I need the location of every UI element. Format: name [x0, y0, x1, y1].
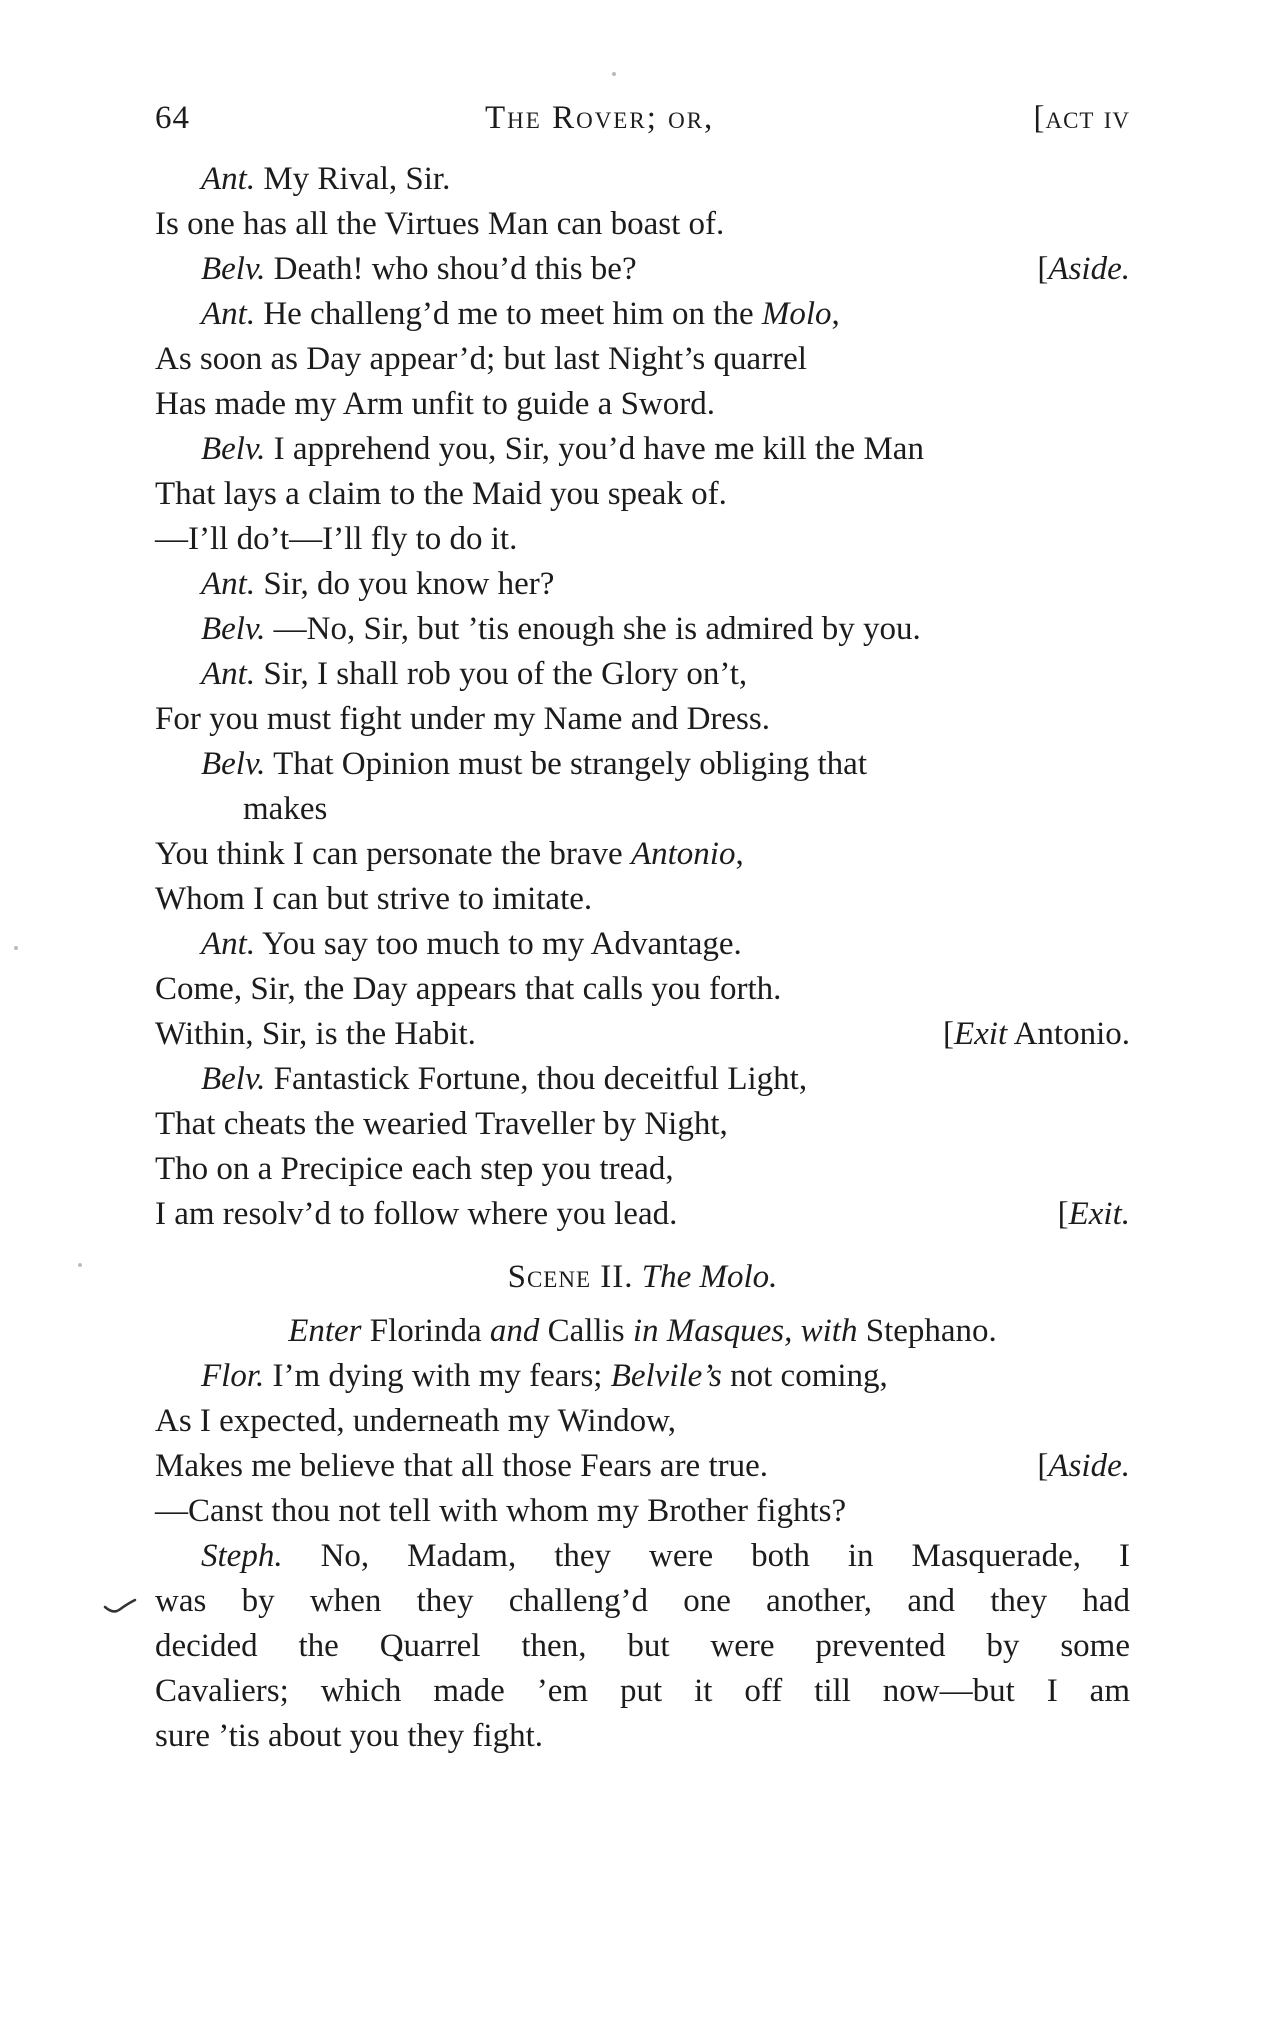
stage-direction-aside-2: [Aside. [1037, 1448, 1130, 1484]
page-number: 64 [155, 100, 190, 136]
scene-heading: Scene II. The Molo. [507, 1259, 778, 1295]
line-21: Belv. Fantastick Fortune, thou deceitful Light, [201, 1061, 808, 1097]
line-10: Ant. Sir, do you know her? [201, 566, 555, 602]
line-20: Within, Sir, is the Habit. [Exit Antonio. [155, 1012, 1130, 1057]
line-19: Come, Sir, the Day appears that calls you forth. [155, 971, 782, 1007]
line-m9: sure ’tis about you they fight. [155, 1718, 544, 1754]
line-4: Ant. He challeng’d me to meet him on the Molo, [201, 296, 840, 332]
line-m1: Flor. I’m dying with my fears; Belvile’s not coming, [201, 1358, 888, 1394]
line-m5: Steph. No, Madam, they were both in Masquerade, I [201, 1538, 1130, 1574]
margin-speck [14, 946, 18, 950]
stage-direction-exit-antonio: [Exit Antonio. [942, 1016, 1130, 1052]
line-6: Has made my Arm unfit to guide a Sword. [155, 386, 716, 422]
pencil-check-mark [103, 1598, 137, 1616]
stage-direction-exit: [Exit. [1057, 1196, 1130, 1232]
margin-speck [78, 1263, 82, 1267]
line-1: Ant. My Rival, Sir. [201, 161, 451, 197]
line-15: makes [243, 791, 328, 827]
line-m4: —Canst thou not tell with whom my Brother fights? [155, 1493, 847, 1529]
line-17: Whom I can but strive to imitate. [155, 881, 593, 917]
line-12: Ant. Sir, I shall rob you of the Glory on’t, [201, 656, 748, 692]
line-m6: was by when they challeng’d one another, and they had [155, 1583, 1130, 1619]
line-3: Belv. Death! who shou’d this be? [Aside. [155, 247, 1130, 292]
line-m8: Cavaliers; which made ’em put it off till now—but I am [155, 1673, 1130, 1709]
line-7: Belv. I apprehend you, Sir, you’d have me kill the Man [201, 431, 924, 467]
running-title: The Rover; or, [485, 100, 715, 136]
line-m3: Makes me believe that all those Fears are true. [Aside. [155, 1444, 1130, 1489]
line-24: I am resolv’d to follow where you lead. [Exit. [155, 1192, 1130, 1237]
stage-direction-aside: [Aside. [1037, 251, 1130, 287]
line-2: Is one has all the Virtues Man can boast of. [155, 206, 725, 242]
line-22: That cheats the wearied Traveller by Night, [155, 1106, 728, 1142]
entrance-direction: Enter Florinda and Callis in Masques, with Stephano. [288, 1313, 997, 1349]
line-m7: decided the Quarrel then, but were prevented by some [155, 1628, 1130, 1664]
line-16: You think I can personate the brave Antonio, [155, 836, 744, 872]
play-text [155, 157, 1130, 1759]
line-14: Belv. That Opinion must be strangely obliging that [201, 746, 867, 782]
line-m2: As I expected, underneath my Window, [155, 1403, 677, 1439]
line-23: Tho on a Precipice each step you tread, [155, 1151, 674, 1187]
line-18: Ant. You say too much to my Advantage. [201, 926, 742, 962]
running-header [155, 100, 1130, 150]
line-11: Belv. —No, Sir, but ’tis enough she is admired by you. [201, 611, 921, 647]
margin-speck [612, 72, 616, 76]
line-8: That lays a claim to the Maid you speak of. [155, 476, 727, 512]
act-marker: [act iv [1033, 100, 1130, 136]
line-13: For you must fight under my Name and Dress. [155, 701, 770, 737]
line-5: As soon as Day appear’d; but last Night’s quarrel [155, 341, 807, 377]
line-9: —I’ll do’t—I’ll fly to do it. [155, 521, 518, 557]
